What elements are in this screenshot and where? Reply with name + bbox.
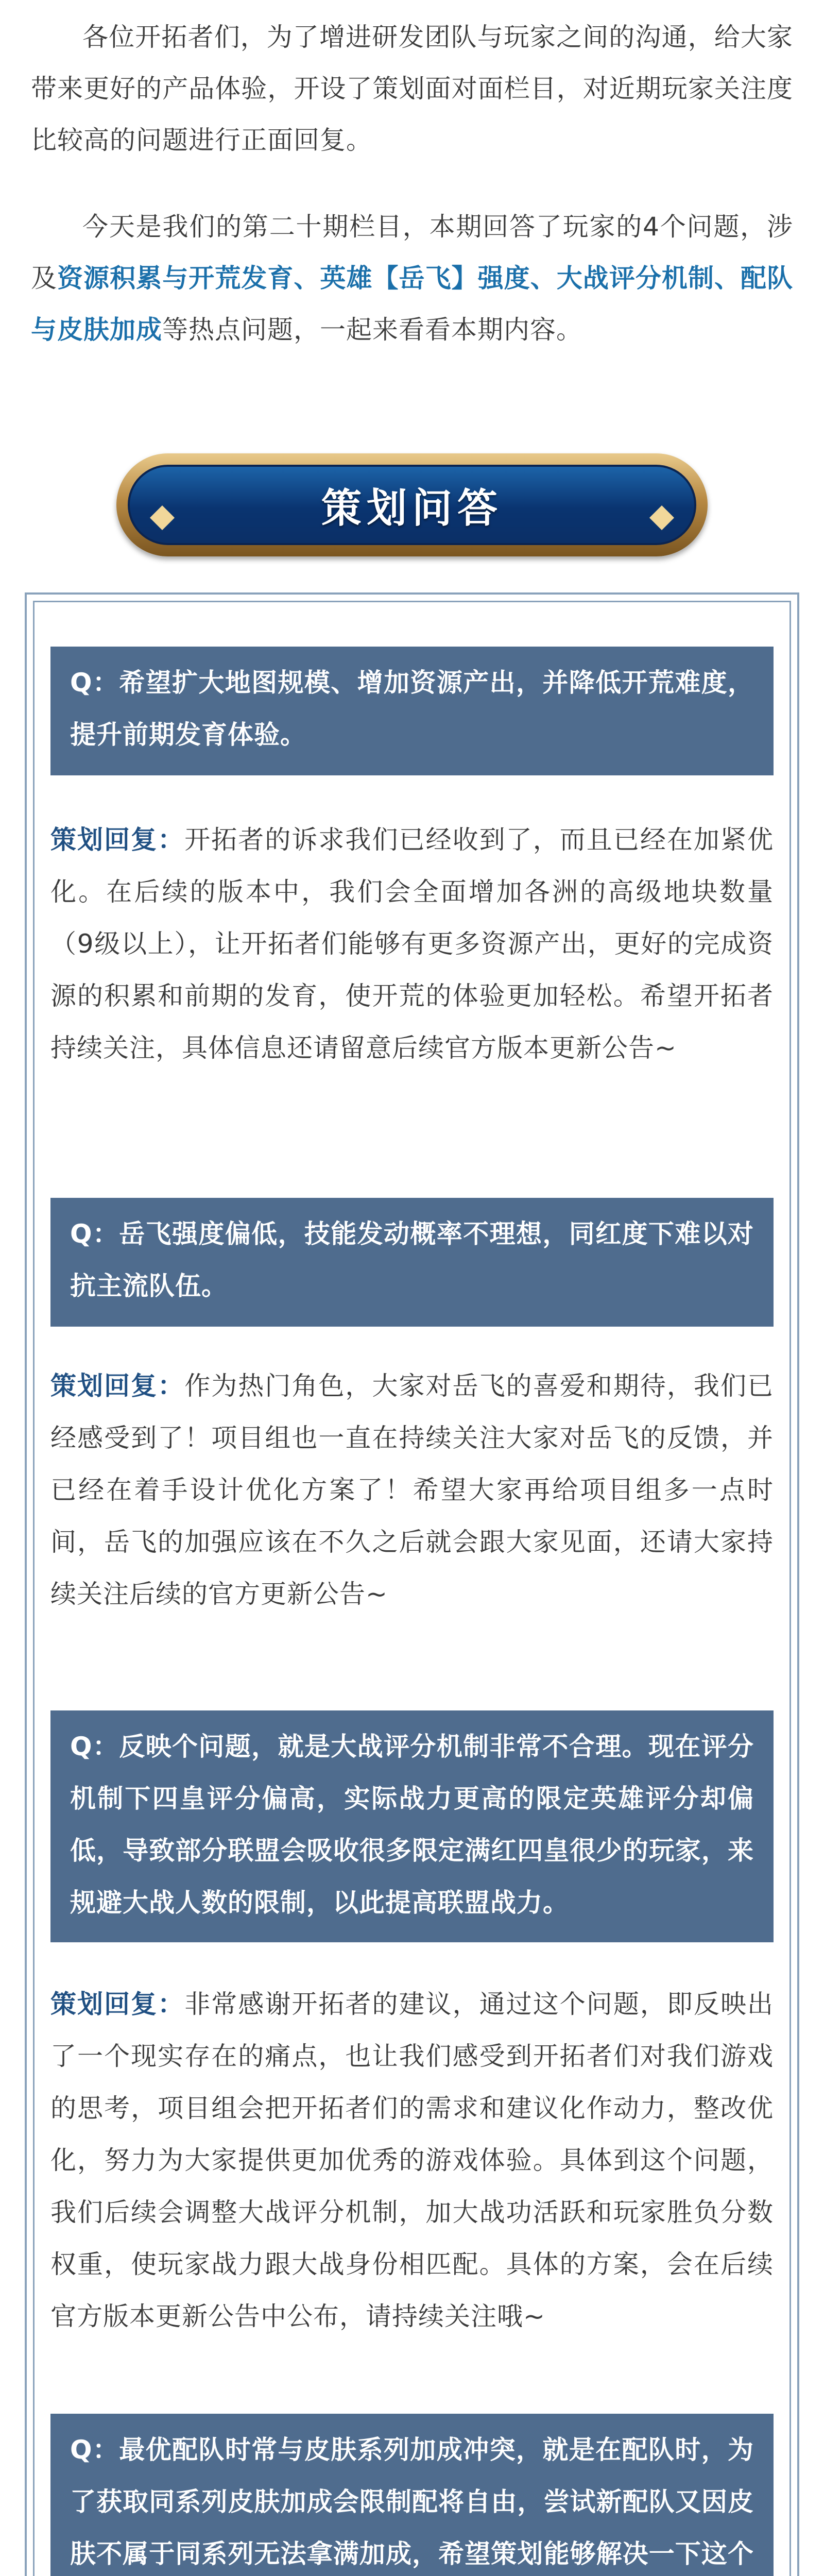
question-box — [50, 1710, 774, 1942]
banner-inner — [128, 465, 696, 545]
question-box — [50, 647, 774, 775]
answer-block — [50, 1978, 774, 2343]
topic-yuefei: 英雄【岳飞】强度 — [320, 263, 530, 293]
intro-paragraph-1 — [31, 11, 793, 166]
topic-resource: 资源积累与开荒发育 — [57, 263, 294, 293]
topic-battle-score: 大战评分机制 — [556, 263, 714, 293]
question-text: Q：希望扩大地图规模、增加资源产出，并降低开荒难度，提升前期发育体验。 — [70, 668, 754, 750]
intro-paragraph-2 — [31, 201, 793, 355]
question-text: Q：反映个问题，就是大战评分机制非常不合理。现在评分机制下四皇评分偏高，实际战力更高的限定英雄评分却偏低，导致部分联盟会吸收很多限定满红四皇很少的玩家，来规避大战人数的限制，以此提高联盟战力。 — [70, 1732, 754, 1918]
answer-text: 开拓者的诉求我们已经收到了，而且已经在加紧优化。在后续的版本中，我们会全面增加各洲的高级地块数量（9级以上），让开拓者们能够有更多资源产出，更好的完成资源的积累和前期的发育，使开荒的体验更加轻松。希望开拓者持续关注，具体信息还请留意后续官方版本更新公告~ — [50, 825, 774, 1063]
topic-separator: 、 — [294, 263, 320, 293]
answer-label: 策划回复： — [50, 825, 185, 855]
question-box — [50, 2414, 774, 2576]
answer-text: 作为热门角色，大家对岳飞的喜爱和期待，我们已经感受到了！项目组也一直在持续关注大家对岳飞的反馈，并已经在着手设计优化方案了！希望大家再给项目组多一点时间，岳飞的加强应该在不久之后就会跟大家见面，还请大家持续关注后续的官方更新公告~ — [50, 1371, 774, 1609]
question-box — [50, 1198, 774, 1327]
question-text: Q：岳飞强度偏低，技能发动概率不理想，同红度下难以对抗主流队伍。 — [70, 1219, 754, 1301]
answer-label: 策划回复： — [50, 1371, 185, 1401]
answer-text: 非常感谢开拓者的建议，通过这个问题，即反映出了一个现实存在的痛点，也让我们感受到开拓者们对我们游戏的思考，项目组会把开拓者们的需求和建议化作动力，整改优化，努力为大家提供更加优秀的游戏体验。具体到这个问题，我们后续会调整大战评分机制，加大战功活跃和玩家胜负分数权重，使玩家战力跟大战身份相匹配。具体的方案，会在后续官方版本更新公告中公布，请持续关注哦~ — [50, 1989, 774, 2331]
answer-label: 策划回复： — [50, 1989, 185, 2019]
intro-text-2-prefix: 今天是我们的第二十期栏目，本期回答了玩家的4个问题，涉及 — [31, 212, 793, 293]
topic-skin-bonus: 配队与皮肤加成 — [31, 263, 794, 345]
question-text: Q：最优配队时常与皮肤系列加成冲突，就是在配队时，为了获取同系列皮肤加成会限制配将自由，尝试新配队又因皮肤不属于同系列无法拿满加成，希望策划能够解决一下这个 — [70, 2435, 754, 2569]
topic-separator: 、 — [714, 263, 741, 293]
answer-block — [50, 1360, 774, 1620]
intro-text-2-suffix: 等热点问题，一起来看看本期内容。 — [162, 315, 582, 345]
answer-block — [50, 814, 774, 1074]
intro-text-1: 各位开拓者们，为了增进研发团队与玩家之间的沟通，给大家带来更好的产品体验，开设了策划面对面栏目，对近期玩家关注度比较高的问题进行正面回复。 — [31, 22, 793, 155]
topic-separator: 、 — [530, 263, 557, 293]
banner-title: 策划问答 — [321, 485, 503, 532]
section-banner — [116, 453, 708, 556]
